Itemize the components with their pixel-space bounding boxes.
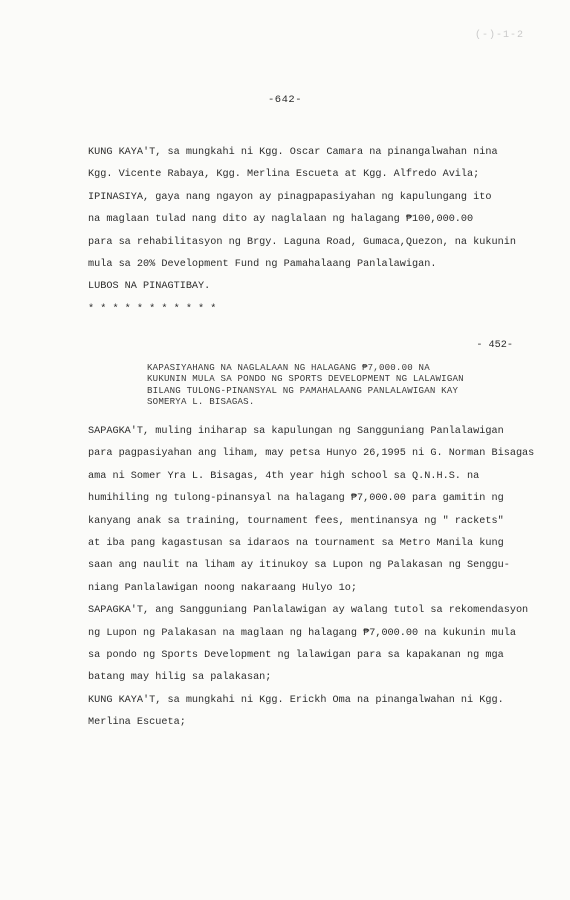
text-line: kanyang anak sa training, tournament fees, mentinansya ng " rackets" (88, 515, 504, 527)
text-line: batang may hilig sa palakasan; (88, 672, 272, 684)
approval-line: LUBOS NA PINAGTIBAY. (88, 281, 211, 293)
text-line: saan ang naulit na liham ay itinukoy sa Lupon ng Palakasan ng Senggu- (88, 560, 510, 572)
title-line: KUKUNIN MULA SA PONDO NG SPORTS DEVELOPMENT NG LALAWIGAN (147, 373, 464, 385)
title-line: SOMERYA L. BISAGAS. (147, 396, 255, 408)
corner-mark: (-)-1-2 (474, 30, 524, 41)
text-line: IPINASIYA, gaya nang ngayon ay pinagpapasiyahan ng kapulungang ito (88, 191, 492, 203)
title-line: KAPASIYAHANG NA NAGLALAAN NG HALAGANG ₱7,000.00 NA (147, 362, 430, 373)
text-line: na maglaan tulad nang dito ay naglalaan ng halagang ₱100,000.00 (88, 214, 474, 226)
resolution-452-body (88, 421, 533, 734)
text-line: KUNG KAYA'T, sa mungkahi ni Kgg. Oscar Camara na pinangalwahan nina (88, 147, 498, 158)
text-line: at iba pang kagastusan sa idaraos na tournament sa Metro Manila kung (88, 537, 504, 549)
resolution-642-tail (88, 142, 533, 321)
text-line: mula sa 20% Development Fund ng Pamahalaang Panlalawigan. (88, 258, 437, 270)
title-line: BILANG TULONG-PINANSYAL NG PAMAHALAANG PANLALAWIGAN KAY (147, 384, 459, 396)
text-line: Merlina Escueta; (88, 717, 186, 729)
text-line: SAPAGKA'T, ang Sangguniang Panlalawigan ay walang tutol sa rekomendasyon (88, 605, 529, 617)
resolution-title (147, 362, 487, 408)
text-line: KUNG KAYA'T, sa mungkahi ni Kgg. Erickh Oma na pinangalwahan ni Kgg. (88, 694, 504, 706)
text-line: para sa rehabilitasyon ng Brgy. Laguna Road, Gumaca,Quezon, na kukunin (88, 236, 516, 248)
text-line: ama ni Somer Yra L. Bisagas, 4th year high school sa Q.N.H.S. na (88, 470, 480, 482)
resolution-number: - 452- (476, 340, 513, 351)
text-line: niang Panlalawigan noong nakaraang Hulyo 1o; (88, 582, 357, 594)
text-line: humihiling ng tulong-pinansyal na halagang ₱7,000.00 para gamitin ng (88, 493, 504, 505)
text-line: ng Lupon ng Palakasan na maglaan ng halagang ₱7,000.00 na kukunin mula (88, 627, 516, 639)
page-number: -642- (267, 94, 302, 106)
text-line: para pagpasiyahan ang liham, may petsa Hunyo 26,1995 ni G. Norman Bisagas (88, 448, 535, 460)
asterisk-separator: * * * * * * * * * * * (88, 303, 217, 315)
text-line: SAPAGKA'T, muling iniharap sa kapulungan ng Sangguniang Panlalawigan (88, 426, 504, 437)
text-line: sa pondo ng Sports Development ng lalawigan para sa kapakanan ng mga (88, 649, 504, 661)
text-line: Kgg. Vicente Rabaya, Kgg. Merlina Escueta at Kgg. Alfredo Avila; (88, 169, 480, 181)
